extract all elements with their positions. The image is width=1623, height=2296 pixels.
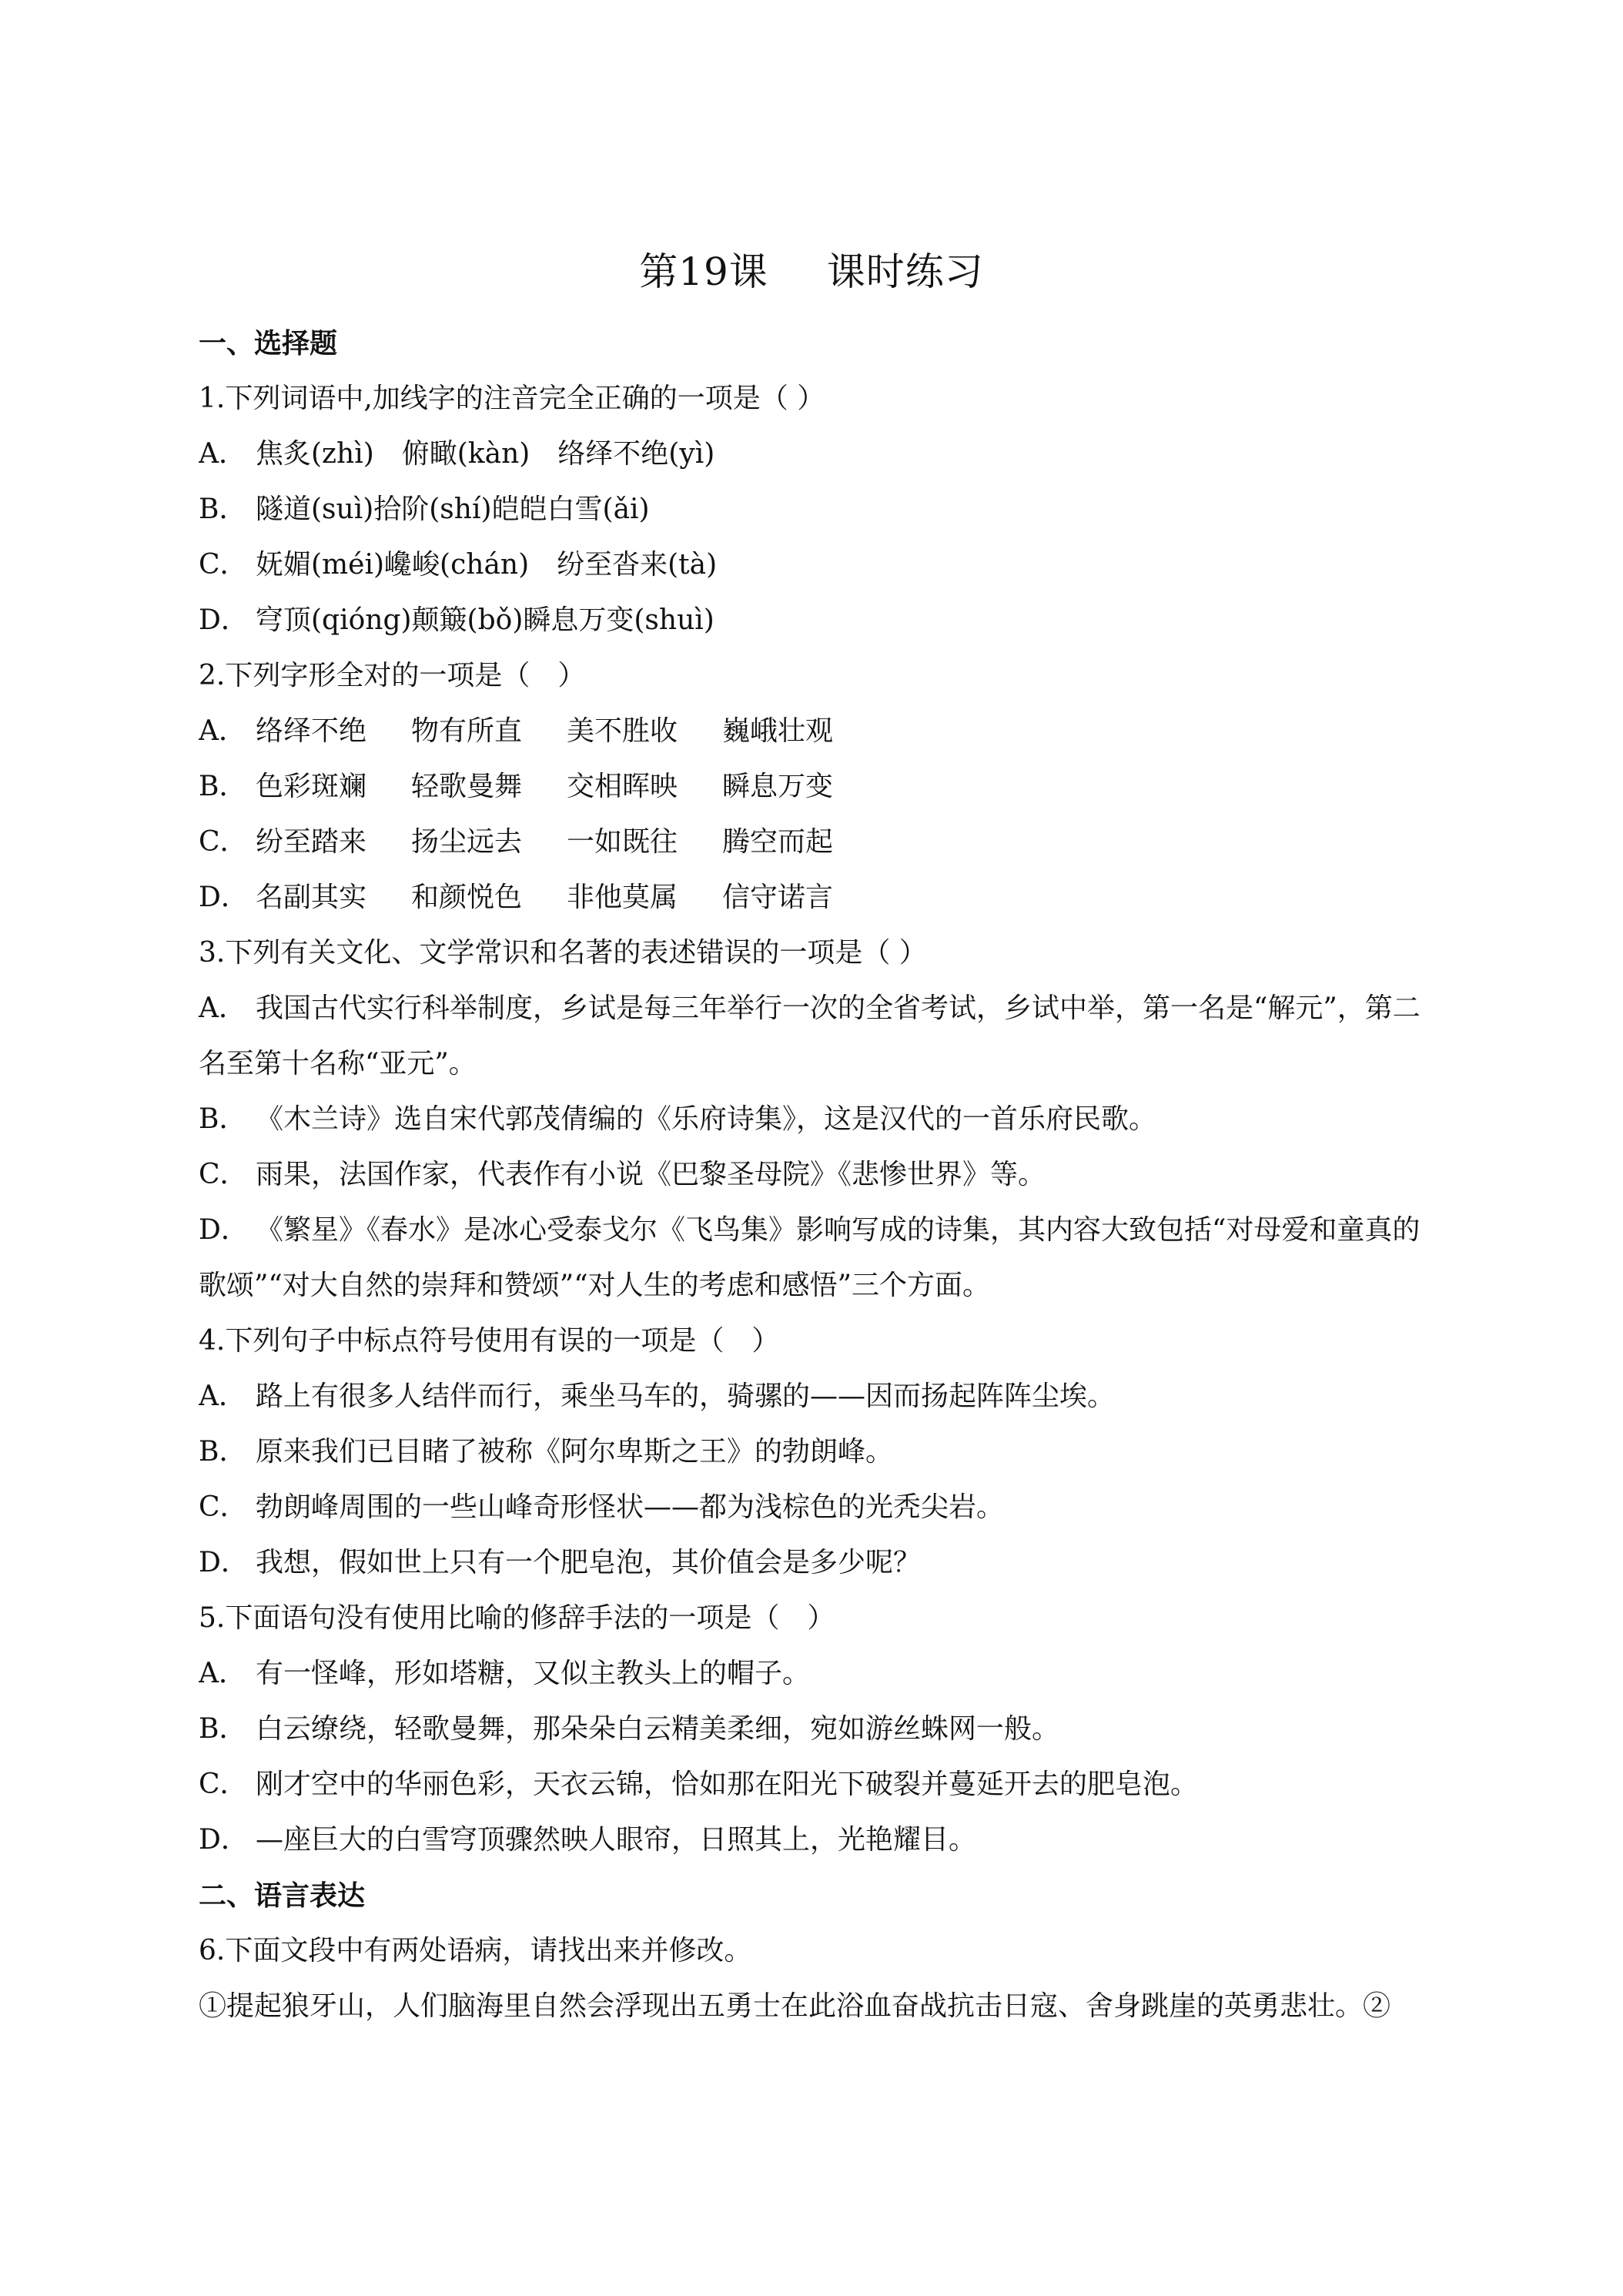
option-word: 和颜悦色 [411, 882, 523, 913]
option-letter: C． [199, 1769, 248, 1800]
option-word: 腾空而起 [722, 826, 834, 858]
option-word: 轻歌曼舞 [411, 771, 523, 802]
question-1-option-b [199, 482, 1443, 537]
option-letter: B． [199, 1436, 247, 1468]
option-text: 我国古代实行科举制度，乡试是每三年举行一次的全省考试，乡试中举，第一名是“解元”，第二名至第十名称“亚元”。 [199, 992, 1421, 1079]
option-text: 《繁星》《春水》是冰心受泰戈尔《飞鸟集》影响写成的诗集，其内容大致包括“对母爱和童真的歌颂”“对大自然的崇拜和赞颂”“对人生的考虑和感悟”三个方面。 [199, 1214, 1421, 1301]
question-4-option-a [199, 1369, 1443, 1424]
option-text: 雨果，法国作家，代表作有小说《巴黎圣母院》《悲惨世界》等。 [256, 1159, 1046, 1190]
question-6-stem: 6.下面文段中有两处语病，请找出来并修改。 [199, 1935, 752, 1966]
option-word: 非他莫属 [567, 882, 678, 913]
question-4-option-b [199, 1424, 1443, 1480]
option-text: 焦炙(zhì) 俯瞰(kàn) 络绎不绝(yì) [256, 438, 715, 470]
option-letter: A． [199, 992, 246, 1024]
option-text: 路上有很多人结伴而行，乘坐马车的，骑骡的——因而扬起阵阵尘埃。 [256, 1381, 1116, 1412]
option-text: 勃朗峰周围的一些山峰奇形怪状——都为浅棕色的光秃尖岩。 [256, 1491, 1005, 1523]
question-2-stem: 2.下列字形全对的一项是（ ） [199, 660, 586, 691]
option-text: 穹顶(qióng)颠簸(bǒ)瞬息万变(shuì) [256, 604, 714, 636]
question-2-option-c [199, 815, 1443, 870]
option-text: 原来我们已目睹了被称《阿尔卑斯之王》的勃朗峰。 [256, 1436, 894, 1468]
question-1-option-a [199, 427, 1443, 482]
option-letter: C． [199, 1491, 248, 1523]
question-5-option-c [199, 1757, 1443, 1812]
option-word: 物有所直 [411, 715, 523, 747]
question-2-option-b [199, 759, 1443, 815]
option-word: 名副其实 [256, 882, 367, 913]
option-letter: A． [199, 715, 246, 747]
section-heading-choice: 一、选择题 [199, 327, 338, 360]
page-title [0, 245, 1623, 299]
question-2-option-a [199, 704, 1443, 759]
option-letter: B． [199, 1103, 247, 1135]
option-text: 刚才空中的华丽色彩，天衣云锦，恰如那在阳光下破裂并蔓延开去的肥皂泡。 [256, 1769, 1199, 1800]
option-letter: A． [199, 1658, 246, 1689]
option-text: 有一怪峰，形如塔糖，又似主教头上的帽子。 [256, 1658, 811, 1689]
option-text: 《木兰诗》选自宋代郭茂倩编的《乐府诗集》，这是汉代的一首乐府民歌。 [256, 1103, 1157, 1135]
question-1-option-d [199, 593, 1443, 648]
question-3-option-b [199, 1092, 1443, 1147]
section-heading-language: 二、语言表达 [199, 1879, 366, 1912]
option-letter: A． [199, 1381, 246, 1412]
question-6-passage: ①提起狼牙山，人们脑海里自然会浮现出五勇士在此浴血奋战抗击日寇、舍身跳崖的英勇悲壮。② [199, 1990, 1391, 2022]
question-5-option-d [199, 1812, 1443, 1868]
option-text: 隧道(suì)拾阶(shí)皑皑白雪(ǎi) [256, 494, 650, 525]
question-3-stem: 3.下列有关文化、文学常识和名著的表述错误的一项是（ ） [199, 937, 927, 969]
question-4-stem: 4.下列句子中标点符号使用有误的一项是（ ） [199, 1325, 780, 1357]
question-4-option-d [199, 1535, 1443, 1591]
option-word: 纷至踏来 [256, 826, 367, 858]
option-word: 络绎不绝 [256, 715, 367, 747]
option-letter: B． [199, 494, 247, 525]
option-letter: C． [199, 549, 248, 581]
question-5-stem: 5.下面语句没有使用比喻的修辞手法的一项是（ ） [199, 1602, 835, 1634]
option-word: 一如既往 [567, 826, 678, 858]
option-letter: D． [199, 1547, 249, 1578]
option-letter: B． [199, 771, 247, 802]
lesson-subtitle: 课时练习 [826, 249, 984, 294]
option-word: 美不胜收 [567, 715, 678, 747]
option-letter: B． [199, 1713, 247, 1745]
question-4-option-c [199, 1480, 1443, 1535]
option-word: 瞬息万变 [722, 771, 834, 802]
option-letter: C． [199, 1159, 248, 1190]
question-5-option-b [199, 1702, 1443, 1757]
option-letter: D． [199, 1214, 249, 1246]
option-text: 白云缭绕，轻歌曼舞，那朵朵白云精美柔细，宛如游丝蛛网一般。 [256, 1713, 1060, 1745]
question-3-option-c [199, 1147, 1443, 1203]
option-text: —座巨大的白雪穹顶骤然映人眼帘，日照其上，光艳耀目。 [256, 1824, 977, 1856]
lesson-number: 第19课 [639, 249, 768, 294]
option-letter: C． [199, 826, 248, 858]
question-3-option-a [199, 981, 1443, 1092]
question-2-option-d [199, 870, 1443, 925]
option-text: 我想，假如世上只有一个肥皂泡，其价值会是多少呢？ [256, 1547, 922, 1578]
option-letter: D． [199, 1824, 249, 1856]
option-text: 妩媚(méi)巉峻(chán) 纷至沓来(tà) [256, 549, 718, 581]
option-word: 信守诺言 [722, 882, 834, 913]
question-1-option-c [199, 537, 1443, 593]
worksheet-content [199, 316, 1443, 2034]
question-1-stem: 1.下列词语中,加线字的注音完全正确的一项是（ ） [199, 383, 825, 414]
option-word: 交相晖映 [567, 771, 678, 802]
question-5-option-a [199, 1646, 1443, 1702]
question-3-option-d [199, 1203, 1443, 1314]
option-word: 扬尘远去 [411, 826, 523, 858]
option-word: 巍峨壮观 [722, 715, 834, 747]
option-letter: A． [199, 438, 246, 470]
option-letter: D． [199, 604, 249, 636]
option-word: 色彩斑斓 [256, 771, 367, 802]
option-letter: D． [199, 882, 249, 913]
